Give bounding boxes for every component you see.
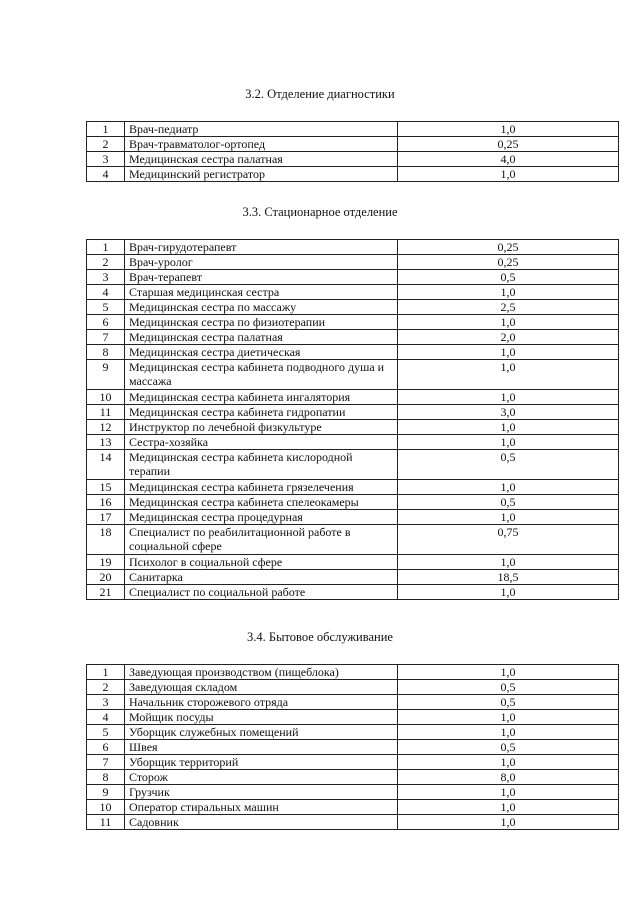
row-number: 9 [87, 785, 125, 800]
row-number: 5 [87, 725, 125, 740]
table-row [87, 480, 619, 495]
position-name: Медицинская сестра кабинета спелеокамеры [125, 495, 398, 510]
position-name: Уборщик территорий [125, 755, 398, 770]
row-number: 10 [87, 390, 125, 405]
staff-rate: 0,25 [398, 255, 619, 270]
position-name: Специалист по социальной работе [125, 585, 398, 600]
table-row [87, 710, 619, 725]
staff-rate: 1,0 [398, 167, 619, 182]
staff-rate: 1,0 [398, 420, 619, 435]
table-row [87, 450, 619, 480]
table-row [87, 815, 619, 830]
staff-rate: 1,0 [398, 122, 619, 137]
position-name: Врач-уролог [125, 255, 398, 270]
position-name: Психолог в социальной сфере [125, 555, 398, 570]
position-name: Заведующая складом [125, 680, 398, 695]
staff-rate: 0,5 [398, 740, 619, 755]
position-name: Врач-терапевт [125, 270, 398, 285]
table-row [87, 525, 619, 555]
position-name: Медицинская сестра по физиотерапии [125, 315, 398, 330]
row-number: 1 [87, 122, 125, 137]
staff-rate: 1,0 [398, 345, 619, 360]
table-row [87, 270, 619, 285]
row-number: 13 [87, 435, 125, 450]
staff-rate: 0,75 [398, 525, 619, 555]
table-row [87, 510, 619, 525]
section-title-diagnostics: 3.2. Отделение диагностики [245, 87, 395, 101]
table-row [87, 390, 619, 405]
staff-rate: 0,5 [398, 270, 619, 285]
table-row [87, 240, 619, 255]
position-name: Медицинская сестра кабинета кислородной терапии [125, 450, 398, 480]
table-row [87, 755, 619, 770]
row-number: 19 [87, 555, 125, 570]
position-name: Инструктор по лечебной физкультуре [125, 420, 398, 435]
staff-rate: 2,0 [398, 330, 619, 345]
staff-rate: 1,0 [398, 285, 619, 300]
section-title-household: 3.4. Бытовое обслуживание [247, 630, 393, 644]
row-number: 6 [87, 740, 125, 755]
row-number: 4 [87, 710, 125, 725]
position-name: Санитарка [125, 570, 398, 585]
position-name: Оператор стиральных машин [125, 800, 398, 815]
position-name: Медицинская сестра диетическая [125, 345, 398, 360]
table-row [87, 665, 619, 680]
staff-rate: 1,0 [398, 435, 619, 450]
staff-rate: 1,0 [398, 725, 619, 740]
row-number: 3 [87, 695, 125, 710]
position-name: Медицинская сестра кабинета гидропатии [125, 405, 398, 420]
position-name: Сторож [125, 770, 398, 785]
staff-rate: 8,0 [398, 770, 619, 785]
staff-rate: 1,0 [398, 785, 619, 800]
staff-rate: 1,0 [398, 755, 619, 770]
staff-rate: 0,5 [398, 450, 619, 480]
row-number: 3 [87, 270, 125, 285]
row-number: 3 [87, 152, 125, 167]
position-name: Медицинская сестра кабинета ингалятория [125, 390, 398, 405]
row-number: 12 [87, 420, 125, 435]
staff-rate: 2,5 [398, 300, 619, 315]
row-number: 10 [87, 800, 125, 815]
table-row [87, 435, 619, 450]
row-number: 1 [87, 665, 125, 680]
row-number: 14 [87, 450, 125, 480]
row-number: 4 [87, 285, 125, 300]
staff-rate: 4,0 [398, 152, 619, 167]
staff-rate: 1,0 [398, 800, 619, 815]
table-row [87, 255, 619, 270]
position-name: Медицинская сестра по массажу [125, 300, 398, 315]
table-row [87, 800, 619, 815]
table-row [87, 420, 619, 435]
row-number: 6 [87, 315, 125, 330]
staff-rate: 1,0 [398, 555, 619, 570]
staff-rate: 1,0 [398, 315, 619, 330]
staff-rate: 0,25 [398, 240, 619, 255]
row-number: 7 [87, 755, 125, 770]
table-row [87, 360, 619, 390]
position-name: Медицинская сестра кабинета подводного душа и массажа [125, 360, 398, 390]
table-row [87, 330, 619, 345]
table-row [87, 345, 619, 360]
position-name: Мойщик посуды [125, 710, 398, 725]
position-name: Медицинский регистратор [125, 167, 398, 182]
staff-rate: 0,25 [398, 137, 619, 152]
position-name: Грузчик [125, 785, 398, 800]
table-row [87, 725, 619, 740]
staff-rate: 1,0 [398, 360, 619, 390]
staff-rate: 3,0 [398, 405, 619, 420]
position-name: Уборщик служебных помещений [125, 725, 398, 740]
row-number: 20 [87, 570, 125, 585]
table-row [87, 680, 619, 695]
row-number: 1 [87, 240, 125, 255]
staff-rate: 0,5 [398, 680, 619, 695]
staff-table-inpatient [86, 239, 619, 600]
table-row [87, 495, 619, 510]
table-row [87, 695, 619, 710]
row-number: 8 [87, 345, 125, 360]
row-number: 21 [87, 585, 125, 600]
position-name: Врач-педиатр [125, 122, 398, 137]
staff-table-diagnostics [86, 121, 619, 182]
position-name: Специалист по реабилитационной работе в социальной сфере [125, 525, 398, 555]
staff-rate: 0,5 [398, 695, 619, 710]
table-row [87, 570, 619, 585]
row-number: 17 [87, 510, 125, 525]
position-name: Медицинская сестра палатная [125, 330, 398, 345]
staff-rate: 0,5 [398, 495, 619, 510]
position-name: Старшая медицинская сестра [125, 285, 398, 300]
row-number: 11 [87, 815, 125, 830]
row-number: 15 [87, 480, 125, 495]
row-number: 7 [87, 330, 125, 345]
section-title-inpatient: 3.3. Стационарное отделение [242, 205, 398, 219]
staff-rate: 1,0 [398, 510, 619, 525]
staff-rate: 1,0 [398, 815, 619, 830]
staff-rate: 1,0 [398, 585, 619, 600]
row-number: 2 [87, 680, 125, 695]
staff-rate: 18,5 [398, 570, 619, 585]
row-number: 4 [87, 167, 125, 182]
row-number: 5 [87, 300, 125, 315]
row-number: 2 [87, 255, 125, 270]
row-number: 9 [87, 360, 125, 390]
position-name: Сестра-хозяйка [125, 435, 398, 450]
position-name: Врач-травматолог-ортопед [125, 137, 398, 152]
staff-table-household [86, 664, 619, 830]
row-number: 18 [87, 525, 125, 555]
table-row [87, 122, 619, 137]
table-row [87, 152, 619, 167]
position-name: Начальник сторожевого отряда [125, 695, 398, 710]
table-row [87, 300, 619, 315]
staff-rate: 1,0 [398, 665, 619, 680]
table-row [87, 405, 619, 420]
row-number: 16 [87, 495, 125, 510]
row-number: 11 [87, 405, 125, 420]
row-number: 2 [87, 137, 125, 152]
staff-rate: 1,0 [398, 390, 619, 405]
table-row [87, 167, 619, 182]
position-name: Швея [125, 740, 398, 755]
position-name: Врач-гирудотерапевт [125, 240, 398, 255]
table-row [87, 315, 619, 330]
staff-rate: 1,0 [398, 710, 619, 725]
position-name: Медицинская сестра процедурная [125, 510, 398, 525]
row-number: 8 [87, 770, 125, 785]
table-row [87, 555, 619, 570]
table-row [87, 585, 619, 600]
position-name: Медицинская сестра палатная [125, 152, 398, 167]
table-row [87, 137, 619, 152]
table-row [87, 740, 619, 755]
position-name: Медицинская сестра кабинета грязелечения [125, 480, 398, 495]
staff-rate: 1,0 [398, 480, 619, 495]
table-row [87, 770, 619, 785]
position-name: Садовник [125, 815, 398, 830]
table-row [87, 285, 619, 300]
position-name: Заведующая производством (пищеблока) [125, 665, 398, 680]
table-row [87, 785, 619, 800]
